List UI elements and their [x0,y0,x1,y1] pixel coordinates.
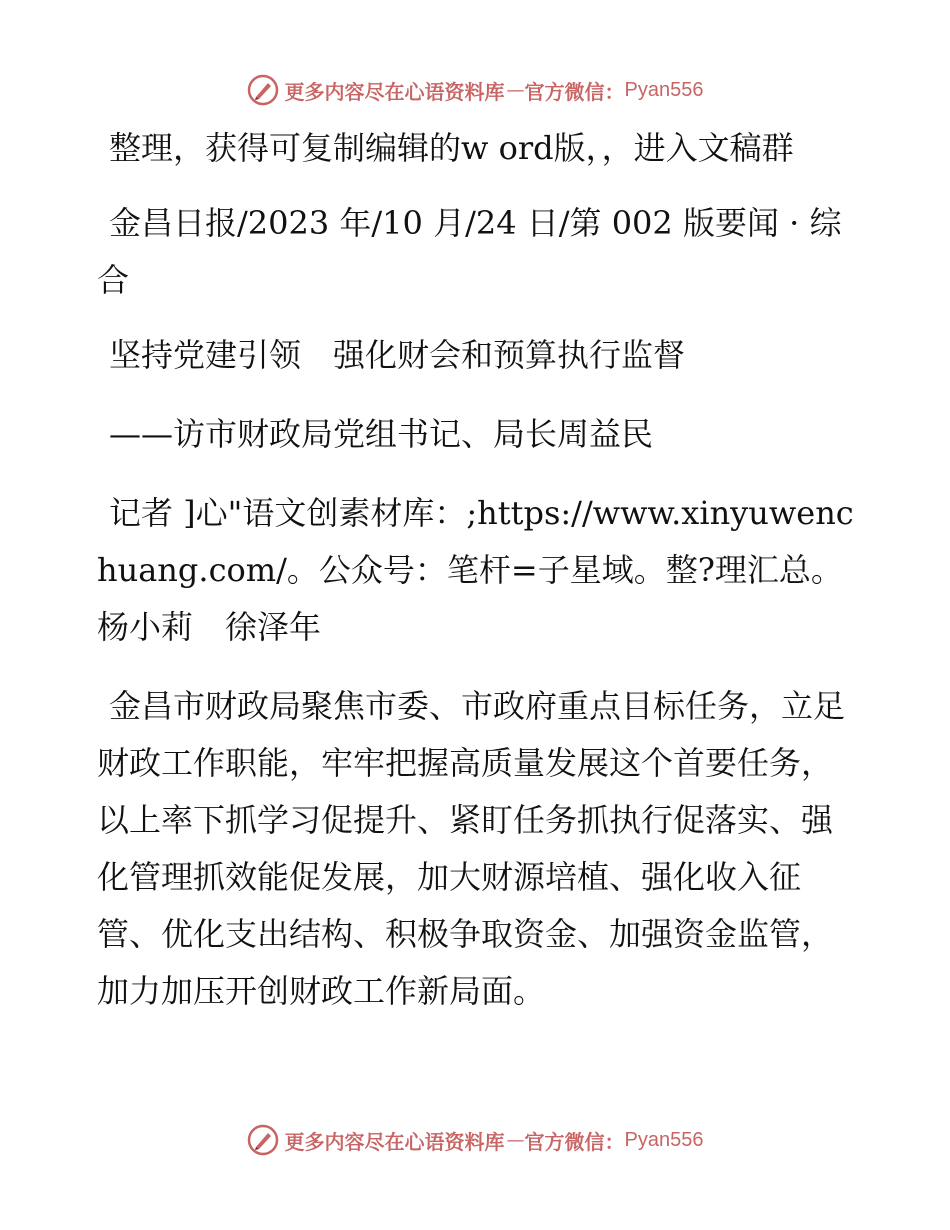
pen-logo-icon [247,1124,279,1156]
article-title: 坚持党建引领 强化财会和预算执行监督 [109,336,686,374]
watermark-separator: — [506,1129,525,1151]
footer-watermark [0,1120,950,1160]
article-subtitle: ——访市财政局党组书记、局长周益民 [109,415,654,453]
pen-logo-icon [247,74,279,106]
header-watermark [0,70,950,110]
document-body [97,120,857,1020]
watermark-id: Pyan556 [624,78,704,101]
watermark-label: 官方微信： [524,1129,625,1154]
watermark-text: 更多内容尽在心语资料库 [284,79,505,104]
source-line: 金昌日报/2023 年/10 月/24 日/第 002 版要闻 · 综合 [97,204,842,299]
watermark-label: 官方微信： [524,79,625,104]
body-paragraph: 金昌市财政局聚焦市委、市政府重点目标任务，立足财政工作职能，牢牢把握高质量发展这个首要任务，以上率下抓学习促提升、紧盯任务抓执行促落实、强化管理抓效能促发展，加大财源培植、强化收入征管、优化支出结构、积极争取资金、加强资金监管，加力加压开创财政工作新局面。 [97,687,846,1010]
watermark-text: 更多内容尽在心语资料库 [284,1129,505,1154]
byline: 记者 ]心"语文创素材库：;https://www.xinyuwenchuang.com/。公众号：笔杆=子星域。整?理汇总。 杨小莉 徐泽年 [97,494,859,646]
intro-paragraph: 整理，获得可复制编辑的w ord版，，进入文稿群 [109,129,794,167]
watermark-separator: — [506,79,525,101]
watermark-id: Pyan556 [624,1128,704,1151]
